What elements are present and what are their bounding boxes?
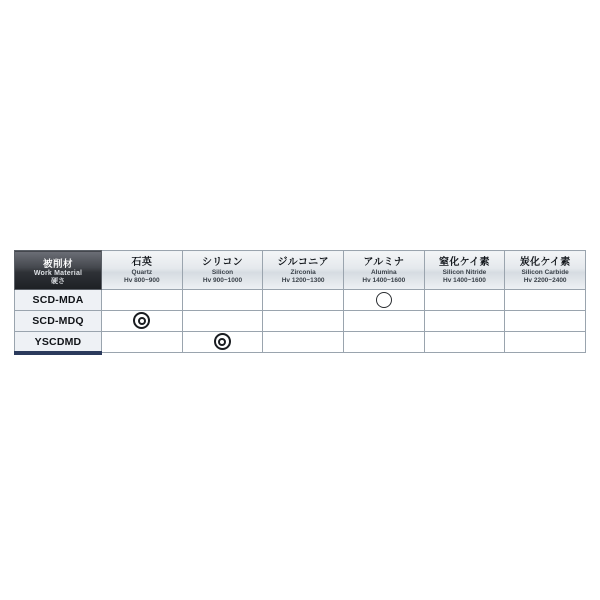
row-label-scd-mdq: SCD-MDQ xyxy=(15,311,102,332)
header-material-hv: Hv 1400~1600 xyxy=(443,277,486,284)
cell-scd-mdq-alumina xyxy=(343,311,424,332)
table-row xyxy=(15,290,586,311)
accent-bar xyxy=(14,351,102,355)
cell-yscdmd-silicon-nitride xyxy=(424,332,505,353)
cell-scd-mdq-zirconia xyxy=(263,311,344,332)
table-body xyxy=(15,290,586,353)
header-material-en: Alumina xyxy=(370,269,397,276)
header-work-material xyxy=(15,251,102,290)
header-material-hv: Hv 800~900 xyxy=(124,277,160,284)
table-header-row xyxy=(15,251,586,290)
header-material-hv: Hv 1200~1300 xyxy=(281,277,325,284)
row-label-scd-mda: SCD-MDA xyxy=(15,290,102,311)
cell-scd-mda-alumina xyxy=(343,290,424,311)
header-material-silicon-nitride xyxy=(424,251,505,290)
header-material-ja: 石英 xyxy=(131,257,153,268)
rating-double-circle-icon xyxy=(214,333,231,350)
cell-scd-mda-silicon xyxy=(182,290,263,311)
header-material-ja: シリコン xyxy=(201,257,243,268)
header-material-hv: Hv 900~1000 xyxy=(202,277,243,284)
cell-scd-mda-silicon-carbide xyxy=(505,290,586,311)
header-material-silicon-carbide xyxy=(505,251,586,290)
cell-yscdmd-silicon-carbide xyxy=(505,332,586,353)
header-material-en: Zirconia xyxy=(290,269,316,276)
header-material-zirconia xyxy=(263,251,344,290)
cell-yscdmd-alumina xyxy=(343,332,424,353)
cell-scd-mdq-silicon xyxy=(182,311,263,332)
compatibility-table-container xyxy=(14,250,586,353)
header-material-silicon xyxy=(182,251,263,290)
table-row xyxy=(15,311,586,332)
compatibility-table xyxy=(14,250,586,353)
header-material-en: Quartz xyxy=(131,269,153,276)
header-material-en: Silicon xyxy=(211,269,234,276)
table-header xyxy=(15,251,586,290)
rating-circle-icon xyxy=(376,292,392,308)
header-material-hv: Hv 1400~1600 xyxy=(362,277,406,284)
row-label-yscdmd: YSCDMD xyxy=(15,332,102,353)
table-row xyxy=(15,332,586,353)
header-material-ja: アルミナ xyxy=(363,257,405,268)
cell-scd-mda-silicon-nitride xyxy=(424,290,505,311)
cell-scd-mdq-silicon-nitride xyxy=(424,311,505,332)
header-material-ja: ジルコニア xyxy=(277,257,329,268)
header-material-quartz xyxy=(102,251,183,290)
header-material-ja: 炭化ケイ素 xyxy=(519,257,571,268)
header-material-ja: 窒化ケイ素 xyxy=(439,257,490,268)
header-material-hv: Hv 2200~2400 xyxy=(523,277,567,284)
header-work-material-en: Work Material xyxy=(33,269,83,277)
cell-scd-mdq-quartz xyxy=(102,311,183,332)
header-material-en: Silicon Nitride xyxy=(442,269,487,276)
cell-scd-mdq-silicon-carbide xyxy=(505,311,586,332)
cell-yscdmd-quartz xyxy=(102,332,183,353)
cell-scd-mda-quartz xyxy=(102,290,183,311)
header-work-material-sub: 硬さ xyxy=(51,277,65,285)
cell-scd-mda-zirconia xyxy=(263,290,344,311)
header-work-material-ja: 被削材 xyxy=(42,258,73,270)
header-material-alumina xyxy=(343,251,424,290)
rating-double-circle-icon xyxy=(133,312,150,329)
cell-yscdmd-zirconia xyxy=(263,332,344,353)
cell-yscdmd-silicon xyxy=(182,332,263,353)
header-material-en: Silicon Carbide xyxy=(521,269,569,276)
